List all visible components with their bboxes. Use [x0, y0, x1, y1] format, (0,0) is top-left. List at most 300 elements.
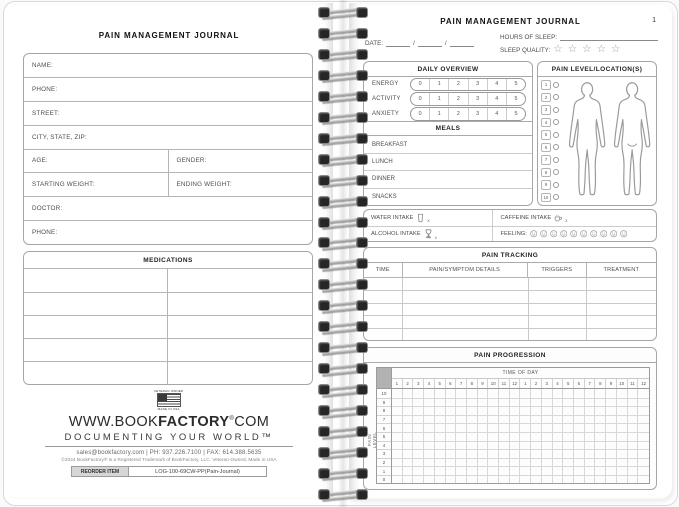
grid-cell[interactable]: [478, 458, 489, 467]
grid-cell[interactable]: [553, 415, 564, 424]
grid-cell[interactable]: [574, 423, 585, 432]
grid-cell[interactable]: [574, 389, 585, 398]
feeling-face-icon[interactable]: [550, 230, 558, 238]
grid-cell[interactable]: [563, 432, 574, 441]
grid-cell[interactable]: [488, 466, 499, 475]
grid-cell[interactable]: [528, 315, 586, 327]
grid-cell[interactable]: [413, 475, 424, 484]
grid-cell[interactable]: [520, 466, 531, 475]
grid-cell[interactable]: [574, 406, 585, 415]
pain-level-bubble[interactable]: [553, 119, 559, 125]
grid-cell[interactable]: [413, 406, 424, 415]
grid-cell[interactable]: [168, 315, 312, 338]
grid-cell[interactable]: [499, 432, 510, 441]
grid-cell[interactable]: [446, 398, 457, 407]
grid-cell[interactable]: [403, 449, 414, 458]
grid-cell[interactable]: [617, 432, 628, 441]
grid-cell[interactable]: [528, 278, 586, 290]
grid-cell[interactable]: [403, 406, 414, 415]
grid-cell[interactable]: [510, 389, 521, 398]
grid-cell[interactable]: [467, 458, 478, 467]
grid-cell[interactable]: [424, 466, 435, 475]
grid-cell[interactable]: [24, 361, 168, 384]
starting-weight-field[interactable]: [24, 173, 168, 196]
grid-cell[interactable]: [531, 406, 542, 415]
grid-cell[interactable]: [542, 475, 553, 484]
grid-cell[interactable]: [424, 398, 435, 407]
grid-cell[interactable]: [467, 398, 478, 407]
grid-cell[interactable]: [520, 441, 531, 450]
meal-field[interactable]: SNACKS: [372, 193, 397, 200]
grid-cell[interactable]: [435, 406, 446, 415]
grid-cell[interactable]: [542, 423, 553, 432]
grid-cell[interactable]: [499, 458, 510, 467]
caffeine-intake-field[interactable]: [492, 210, 656, 226]
grid-cell[interactable]: [595, 449, 606, 458]
scale-cell[interactable]: 4: [487, 79, 506, 91]
grid-cell[interactable]: [585, 432, 596, 441]
grid-cell[interactable]: [553, 466, 564, 475]
grid-cell[interactable]: [638, 398, 649, 407]
grid-cell[interactable]: [586, 290, 656, 302]
grid-cell[interactable]: [488, 398, 499, 407]
grid-cell[interactable]: [553, 423, 564, 432]
water-intake-field[interactable]: [364, 210, 492, 226]
scale-cell[interactable]: 3: [468, 108, 487, 120]
grid-cell[interactable]: [499, 475, 510, 484]
grid-cell[interactable]: [403, 398, 414, 407]
grid-cell[interactable]: [488, 475, 499, 484]
grid-cell[interactable]: [531, 389, 542, 398]
grid-cell[interactable]: [456, 423, 467, 432]
grid-cell[interactable]: [585, 423, 596, 432]
grid-cell[interactable]: [606, 475, 617, 484]
grid-cell[interactable]: [392, 475, 403, 484]
pain-level-bubble[interactable]: [553, 107, 559, 113]
scale-cell[interactable]: 0: [418, 111, 422, 118]
grid-cell[interactable]: [456, 406, 467, 415]
grid-cell[interactable]: [510, 423, 521, 432]
feeling-face-icon[interactable]: [540, 230, 548, 238]
grid-cell[interactable]: [606, 449, 617, 458]
date-day-field[interactable]: [418, 39, 442, 47]
grid-cell[interactable]: [606, 441, 617, 450]
grid-cell[interactable]: [585, 441, 596, 450]
grid-cell[interactable]: [553, 449, 564, 458]
grid-cell[interactable]: [531, 398, 542, 407]
grid-cell[interactable]: [510, 415, 521, 424]
star-icon[interactable]: ☆: [582, 43, 592, 55]
grid-cell[interactable]: [413, 423, 424, 432]
grid-cell[interactable]: [403, 415, 414, 424]
date-year-field[interactable]: [450, 39, 474, 47]
scale-cell[interactable]: 1: [429, 79, 448, 91]
grid-cell[interactable]: [413, 398, 424, 407]
scale-cell[interactable]: 3: [468, 93, 487, 105]
grid-cell[interactable]: [499, 466, 510, 475]
pain-level-bubble[interactable]: [553, 82, 559, 88]
grid-cell[interactable]: [528, 303, 586, 315]
grid-cell[interactable]: [563, 475, 574, 484]
grid-cell[interactable]: [413, 441, 424, 450]
grid-cell[interactable]: [499, 449, 510, 458]
grid-cell[interactable]: [402, 315, 528, 327]
grid-cell[interactable]: [413, 466, 424, 475]
grid-cell[interactable]: [510, 398, 521, 407]
grid-cell[interactable]: [392, 449, 403, 458]
grid-cell[interactable]: [574, 449, 585, 458]
pain-level-bubble[interactable]: [553, 94, 559, 100]
grid-cell[interactable]: [392, 432, 403, 441]
grid-cell[interactable]: [488, 458, 499, 467]
meal-field[interactable]: LUNCH: [364, 154, 532, 171]
grid-cell[interactable]: [478, 449, 489, 458]
grid-cell[interactable]: [595, 458, 606, 467]
grid-cell[interactable]: [413, 458, 424, 467]
grid-cell[interactable]: [424, 475, 435, 484]
pain-level-bubble[interactable]: [553, 144, 559, 150]
grid-cell[interactable]: [595, 432, 606, 441]
grid-cell[interactable]: [424, 441, 435, 450]
grid-cell[interactable]: [168, 269, 312, 292]
body-front-diagram[interactable]: [565, 82, 609, 200]
grid-cell[interactable]: [574, 432, 585, 441]
grid-cell[interactable]: [574, 458, 585, 467]
grid-cell[interactable]: [467, 389, 478, 398]
scale-cell[interactable]: 5: [506, 108, 525, 120]
grid-cell[interactable]: [563, 415, 574, 424]
grid-cell[interactable]: [628, 458, 639, 467]
grid-cell[interactable]: [586, 278, 656, 290]
grid-cell[interactable]: [435, 458, 446, 467]
grid-cell[interactable]: [617, 415, 628, 424]
grid-cell[interactable]: [542, 406, 553, 415]
scale-cell[interactable]: 3: [468, 79, 487, 91]
grid-cell[interactable]: [499, 441, 510, 450]
grid-cell[interactable]: [628, 449, 639, 458]
grid-cell[interactable]: [617, 441, 628, 450]
grid-cell[interactable]: [446, 441, 457, 450]
grid-cell[interactable]: [574, 466, 585, 475]
grid-cell[interactable]: [488, 441, 499, 450]
grid-cell[interactable]: [617, 406, 628, 415]
grid-cell[interactable]: [478, 475, 489, 484]
scale-cell[interactable]: 4: [487, 108, 506, 120]
phone-field[interactable]: [24, 77, 312, 101]
grid-cell[interactable]: [499, 423, 510, 432]
grid-cell[interactable]: [563, 406, 574, 415]
scale-cell[interactable]: 1: [429, 93, 448, 105]
grid-cell[interactable]: [499, 398, 510, 407]
grid-cell[interactable]: [403, 466, 414, 475]
grid-cell[interactable]: [456, 449, 467, 458]
grid-cell[interactable]: [499, 415, 510, 424]
grid-cell[interactable]: [628, 389, 639, 398]
grid-cell[interactable]: [446, 415, 457, 424]
grid-cell[interactable]: [403, 389, 414, 398]
grid-cell[interactable]: [24, 292, 168, 315]
grid-cell[interactable]: [628, 475, 639, 484]
grid-cell[interactable]: [456, 475, 467, 484]
grid-cell[interactable]: [628, 415, 639, 424]
grid-cell[interactable]: [488, 449, 499, 458]
grid-cell[interactable]: [585, 406, 596, 415]
grid-cell[interactable]: [520, 432, 531, 441]
ending-weight-field[interactable]: [168, 173, 313, 196]
grid-cell[interactable]: [528, 328, 586, 340]
grid-cell[interactable]: [638, 406, 649, 415]
meal-field[interactable]: BREAKFAST: [364, 136, 532, 153]
grid-cell[interactable]: [628, 398, 639, 407]
grid-cell[interactable]: [595, 389, 606, 398]
grid-cell[interactable]: [542, 449, 553, 458]
feeling-face-icon[interactable]: [560, 230, 568, 238]
grid-cell[interactable]: [574, 441, 585, 450]
grid-cell[interactable]: [510, 441, 521, 450]
grid-cell[interactable]: [528, 290, 586, 302]
scale-cell[interactable]: 2: [448, 79, 467, 91]
grid-cell[interactable]: [617, 423, 628, 432]
scale-cell[interactable]: 1: [429, 108, 448, 120]
grid-cell[interactable]: [446, 423, 457, 432]
grid-cell[interactable]: [467, 415, 478, 424]
grid-cell[interactable]: [638, 458, 649, 467]
grid-cell[interactable]: [478, 406, 489, 415]
grid-cell[interactable]: [488, 432, 499, 441]
grid-cell[interactable]: [563, 389, 574, 398]
grid-cell[interactable]: [424, 449, 435, 458]
grid-cell[interactable]: [446, 406, 457, 415]
grid-cell[interactable]: [595, 406, 606, 415]
grid-cell[interactable]: [402, 328, 528, 340]
feeling-face-icon[interactable]: [610, 230, 618, 238]
grid-cell[interactable]: [467, 406, 478, 415]
grid-cell[interactable]: [413, 415, 424, 424]
grid-cell[interactable]: [168, 292, 312, 315]
grid-cell[interactable]: [617, 458, 628, 467]
grid-cell[interactable]: [478, 415, 489, 424]
grid-cell[interactable]: [456, 458, 467, 467]
grid-cell[interactable]: [520, 415, 531, 424]
grid-cell[interactable]: [606, 432, 617, 441]
grid-cell[interactable]: [510, 432, 521, 441]
body-back-diagram[interactable]: [610, 82, 654, 200]
grid-cell[interactable]: [478, 389, 489, 398]
pain-level-bubble[interactable]: [553, 132, 559, 138]
pain-level-bubble[interactable]: [553, 157, 559, 163]
grid-cell[interactable]: [510, 458, 521, 467]
grid-cell[interactable]: [24, 338, 168, 361]
grid-cell[interactable]: [403, 432, 414, 441]
grid-cell[interactable]: [595, 398, 606, 407]
grid-cell[interactable]: [563, 423, 574, 432]
scale-cell[interactable]: 5: [506, 79, 525, 91]
grid-cell[interactable]: [456, 466, 467, 475]
feeling-face-icon[interactable]: [570, 230, 578, 238]
pain-level-bubble[interactable]: [553, 182, 559, 188]
grid-cell[interactable]: [520, 389, 531, 398]
grid-cell[interactable]: [446, 432, 457, 441]
grid-cell[interactable]: [488, 406, 499, 415]
grid-cell[interactable]: [467, 475, 478, 484]
grid-cell[interactable]: [638, 449, 649, 458]
grid-cell[interactable]: [478, 432, 489, 441]
grid-cell[interactable]: [542, 389, 553, 398]
grid-cell[interactable]: [628, 441, 639, 450]
grid-cell[interactable]: [456, 432, 467, 441]
grid-cell[interactable]: [435, 389, 446, 398]
grid-cell[interactable]: [574, 415, 585, 424]
grid-cell[interactable]: [595, 475, 606, 484]
grid-cell[interactable]: [435, 415, 446, 424]
grid-cell[interactable]: [446, 475, 457, 484]
feeling-face-icon[interactable]: [620, 230, 628, 238]
date-month-field[interactable]: [386, 39, 410, 47]
grid-cell[interactable]: [488, 415, 499, 424]
grid-cell[interactable]: [638, 441, 649, 450]
grid-cell[interactable]: [510, 406, 521, 415]
grid-cell[interactable]: [553, 458, 564, 467]
grid-cell[interactable]: [392, 389, 403, 398]
star-icon[interactable]: ☆: [610, 43, 621, 55]
grid-cell[interactable]: [392, 458, 403, 467]
grid-cell[interactable]: [542, 398, 553, 407]
grid-cell[interactable]: [563, 398, 574, 407]
grid-cell[interactable]: [617, 466, 628, 475]
grid-cell[interactable]: [638, 466, 649, 475]
grid-cell[interactable]: [531, 458, 542, 467]
grid-cell[interactable]: [638, 475, 649, 484]
grid-cell[interactable]: [456, 398, 467, 407]
grid-cell[interactable]: [542, 466, 553, 475]
grid-cell[interactable]: [403, 475, 414, 484]
grid-cell[interactable]: [595, 423, 606, 432]
grid-cell[interactable]: [392, 441, 403, 450]
gender-field[interactable]: [168, 150, 313, 173]
grid-cell[interactable]: [402, 290, 528, 302]
grid-cell[interactable]: [520, 458, 531, 467]
grid-cell[interactable]: [638, 432, 649, 441]
grid-cell[interactable]: [553, 406, 564, 415]
grid-cell[interactable]: [424, 458, 435, 467]
grid-cell[interactable]: [531, 423, 542, 432]
grid-cell[interactable]: [553, 441, 564, 450]
grid-cell[interactable]: [413, 389, 424, 398]
scale-cell[interactable]: 2: [448, 93, 467, 105]
grid-cell[interactable]: [542, 432, 553, 441]
grid-cell[interactable]: [424, 432, 435, 441]
grid-cell[interactable]: [628, 406, 639, 415]
age-field[interactable]: [24, 150, 168, 173]
scale-cell[interactable]: 0: [418, 96, 422, 103]
grid-cell[interactable]: [585, 398, 596, 407]
grid-cell[interactable]: [413, 432, 424, 441]
grid-cell[interactable]: [478, 441, 489, 450]
grid-cell[interactable]: [531, 432, 542, 441]
grid-cell[interactable]: [563, 449, 574, 458]
grid-cell[interactable]: [403, 458, 414, 467]
scale-cell[interactable]: 0: [418, 81, 422, 88]
grid-cell[interactable]: [402, 278, 528, 290]
grid-cell[interactable]: [402, 303, 528, 315]
grid-cell[interactable]: [628, 423, 639, 432]
grid-cell[interactable]: [467, 466, 478, 475]
grid-cell[interactable]: [478, 423, 489, 432]
grid-cell[interactable]: [467, 441, 478, 450]
star-icon[interactable]: ☆: [553, 43, 563, 55]
grid-cell[interactable]: [435, 449, 446, 458]
grid-cell[interactable]: [628, 432, 639, 441]
grid-cell[interactable]: [531, 475, 542, 484]
grid-cell[interactable]: [392, 423, 403, 432]
doctor-field[interactable]: [24, 196, 312, 220]
feeling-face-icon[interactable]: [530, 230, 538, 238]
grid-cell[interactable]: [392, 415, 403, 424]
grid-cell[interactable]: [617, 475, 628, 484]
grid-cell[interactable]: [424, 415, 435, 424]
grid-cell[interactable]: [456, 415, 467, 424]
grid-cell[interactable]: [638, 415, 649, 424]
grid-cell[interactable]: [606, 406, 617, 415]
grid-cell[interactable]: [542, 441, 553, 450]
grid-cell[interactable]: [510, 475, 521, 484]
grid-cell[interactable]: [595, 415, 606, 424]
grid-cell[interactable]: [595, 441, 606, 450]
grid-cell[interactable]: [586, 303, 656, 315]
grid-cell[interactable]: [531, 415, 542, 424]
pain-level-bubble[interactable]: [553, 194, 559, 200]
grid-cell[interactable]: [606, 423, 617, 432]
grid-cell[interactable]: [606, 398, 617, 407]
grid-cell[interactable]: [478, 398, 489, 407]
grid-cell[interactable]: [585, 475, 596, 484]
grid-cell[interactable]: [531, 441, 542, 450]
grid-cell[interactable]: [435, 466, 446, 475]
grid-cell[interactable]: [531, 466, 542, 475]
grid-cell[interactable]: [456, 389, 467, 398]
grid-cell[interactable]: [520, 398, 531, 407]
grid-cell[interactable]: [446, 466, 457, 475]
grid-cell[interactable]: [446, 458, 457, 467]
grid-cell[interactable]: [403, 441, 414, 450]
grid-cell[interactable]: [531, 449, 542, 458]
grid-cell[interactable]: [563, 466, 574, 475]
scale-cell[interactable]: 5: [506, 93, 525, 105]
grid-cell[interactable]: [574, 398, 585, 407]
grid-cell[interactable]: [638, 423, 649, 432]
grid-cell[interactable]: [638, 389, 649, 398]
star-icon[interactable]: ☆: [567, 43, 578, 55]
grid-cell[interactable]: [586, 328, 656, 340]
grid-cell[interactable]: [563, 441, 574, 450]
grid-cell[interactable]: [424, 406, 435, 415]
grid-cell[interactable]: [520, 475, 531, 484]
grid-cell[interactable]: [392, 466, 403, 475]
grid-cell[interactable]: [435, 423, 446, 432]
grid-cell[interactable]: [628, 466, 639, 475]
grid-cell[interactable]: [510, 466, 521, 475]
grid-cell[interactable]: [435, 432, 446, 441]
grid-cell[interactable]: [585, 449, 596, 458]
name-field[interactable]: [24, 54, 312, 77]
grid-cell[interactable]: [574, 475, 585, 484]
scale-cell[interactable]: 2: [448, 108, 467, 120]
scale-cell[interactable]: 4: [487, 93, 506, 105]
grid-cell[interactable]: [585, 415, 596, 424]
meal-field[interactable]: DINNER: [364, 171, 532, 188]
feeling-face-icon[interactable]: [590, 230, 598, 238]
grid-cell[interactable]: [446, 389, 457, 398]
